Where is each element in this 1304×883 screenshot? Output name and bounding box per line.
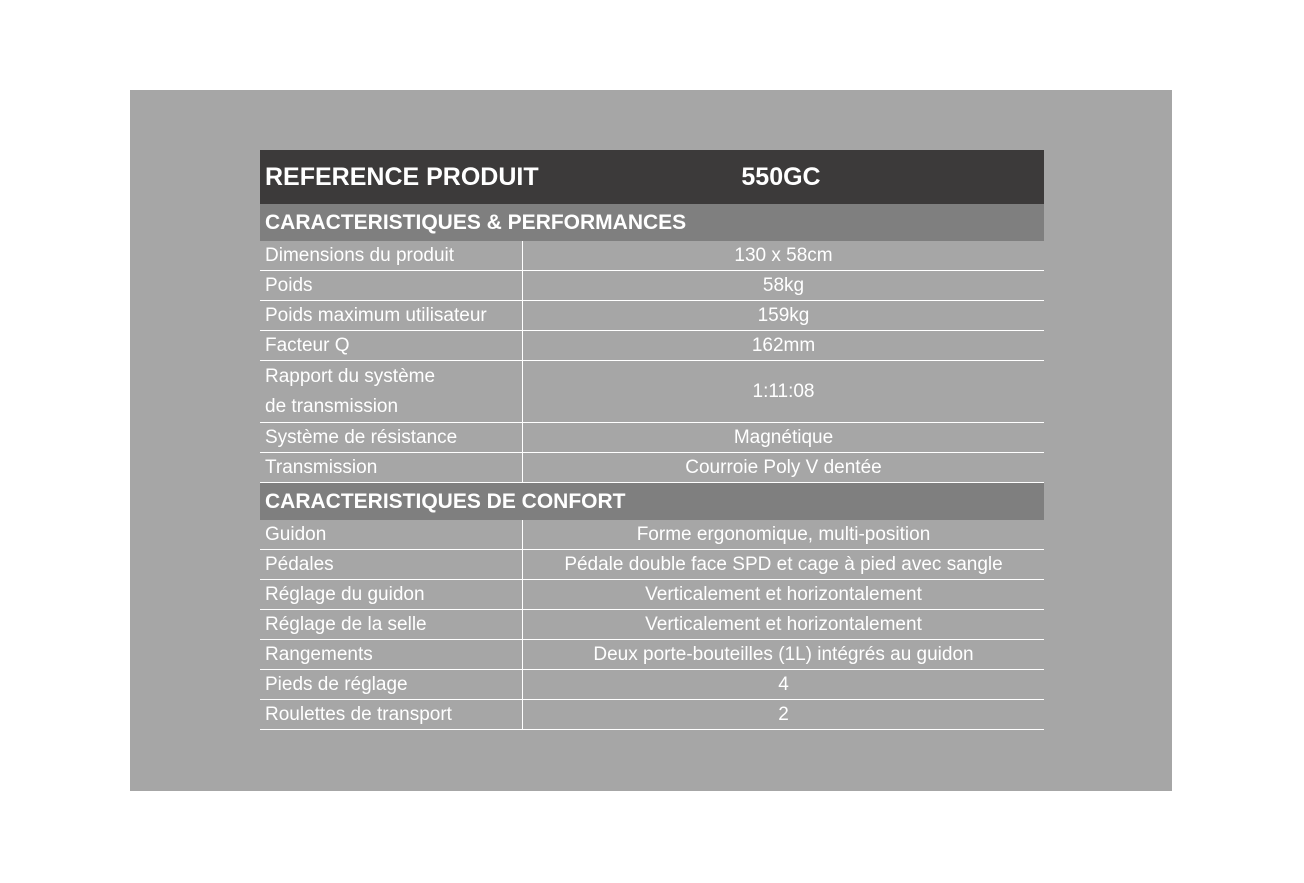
section-title-performance: CARACTERISTIQUES & PERFORMANCES [260,204,1044,241]
table-row [260,610,1044,640]
row-label: Rangements [260,640,523,669]
spec-table [260,150,1044,730]
row-value: 159kg [757,304,810,326]
row-value: Pédale double face SPD et cage à pied avec sangle [564,553,1003,575]
row-value: Deux porte-bouteilles (1L) intégrés au guidon [593,643,974,665]
table-row [260,241,1044,271]
row-label: Poids maximum utilisateur [260,301,523,330]
row-value: Verticalement et horizontalement [645,583,922,605]
table-row [260,580,1044,610]
row-label: Système de résistance [260,423,523,452]
table-row [260,640,1044,670]
header-label: REFERENCE PRODUIT [265,162,539,191]
table-row [260,331,1044,361]
row-label: Réglage du guidon [260,580,523,609]
table-row [260,670,1044,700]
row-value: 162mm [751,334,816,356]
product-reference-header [260,150,1044,204]
table-row [260,453,1044,483]
row-value: 2 [778,703,789,725]
table-row [260,361,1044,423]
row-label: Pédales [260,550,523,579]
row-value: 130 x 58cm [734,244,833,266]
table-row [260,700,1044,730]
row-value: Forme ergonomique, multi-position [636,523,931,545]
row-label: Rapport du système de transmission [260,361,523,422]
row-label: Transmission [260,453,523,482]
row-label: Réglage de la selle [260,610,523,639]
row-label: Pieds de réglage [260,670,523,699]
table-row [260,271,1044,301]
table-row [260,423,1044,453]
row-value: Courroie Poly V dentée [685,456,882,478]
header-value: 550GC [741,162,821,191]
row-value: Magnétique [733,426,834,448]
table-row [260,520,1044,550]
row-value: 58kg [762,274,805,296]
table-row [260,550,1044,580]
table-row [260,301,1044,331]
row-label: Poids [260,271,523,300]
row-label: Guidon [260,520,523,549]
row-value: 1:11:08 [752,380,815,402]
section-title-comfort: CARACTERISTIQUES DE CONFORT [260,483,1044,520]
row-label: Facteur Q [260,331,523,360]
row-value: Verticalement et horizontalement [645,613,922,635]
row-label: Roulettes de transport [260,700,523,729]
row-value: 4 [778,673,789,695]
row-label: Dimensions du produit [260,241,523,270]
